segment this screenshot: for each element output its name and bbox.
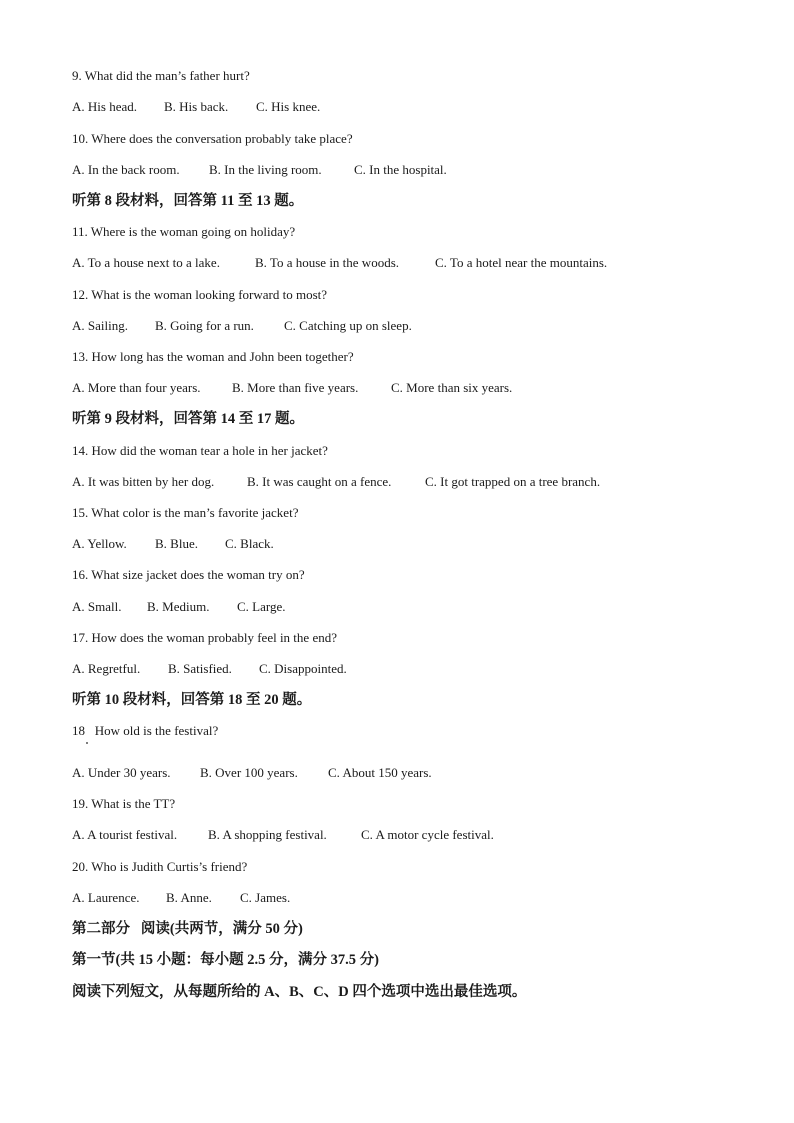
options-15 [72, 536, 274, 552]
question-17: 17. How does the woman probably feel in the end? [72, 630, 337, 645]
option-c: C. To a hotel near the mountains. [435, 255, 608, 270]
option-a: A. It was bitten by her dog. [72, 474, 215, 489]
option-c: C. A motor cycle festival. [361, 827, 494, 842]
option-c: C. More than six years. [391, 380, 513, 395]
option-a: A. A tourist festival. [72, 827, 178, 842]
option-b: B. More than five years. [232, 380, 359, 395]
options-11 [72, 255, 607, 271]
question-10: 10. Where does the conversation probably take place? [72, 131, 353, 146]
options-18 [72, 765, 432, 781]
option-a: A. Yellow. [72, 536, 127, 551]
option-a: A. In the back room. [72, 162, 180, 177]
question-9: 9. What did the man’s father hurt? [72, 68, 250, 83]
section-heading-8: 听第 8 段材料，回答第 11 至 13 题。 [72, 193, 304, 209]
option-b: B. Anne. [166, 890, 212, 905]
option-c: C. His knee. [256, 99, 321, 114]
option-b: B. Over 100 years. [200, 765, 298, 780]
option-c: C. Catching up on sleep. [284, 318, 412, 333]
options-14 [72, 474, 600, 490]
option-a: A. Sailing. [72, 318, 128, 333]
question-12: 12. What is the woman looking forward to most? [72, 287, 328, 302]
option-a: A. Under 30 years. [72, 765, 171, 780]
option-a: A. His head. [72, 99, 137, 114]
question-18: 18 How old is the festival? [72, 723, 219, 738]
question-19: 19. What is the TT? [72, 796, 176, 811]
section-heading-10: 听第 10 段材料，回答第 18 至 20 题。 [72, 692, 312, 708]
option-a: A. To a house next to a lake. [72, 255, 220, 270]
options-12 [72, 318, 412, 334]
stray-dot [86, 742, 88, 744]
option-b: B. Blue. [155, 536, 198, 551]
option-a: A. Laurence. [72, 890, 140, 905]
option-b: B. It was caught on a fence. [247, 474, 392, 489]
option-a: A. Small. [72, 599, 122, 614]
question-13: 13. How long has the woman and John been together? [72, 349, 354, 364]
option-b: B. His back. [164, 99, 229, 114]
question-16: 16. What size jacket does the woman try on? [72, 567, 305, 582]
option-a: A. More than four years. [72, 380, 201, 395]
options-13 [72, 380, 512, 396]
option-a: A. Regretful. [72, 661, 141, 676]
option-c: C. In the hospital. [354, 162, 447, 177]
option-b: B. To a house in the woods. [255, 255, 400, 270]
options-16 [72, 599, 286, 615]
option-c: C. Large. [237, 599, 286, 614]
option-b: B. Satisfied. [168, 661, 232, 676]
section-heading-9: 听第 9 段材料，回答第 14 至 17 题。 [72, 411, 304, 427]
option-b: B. Medium. [147, 599, 210, 614]
option-c: C. James. [240, 890, 291, 905]
section-1-heading: 第一节(共 15 小题：每小题 2.5 分，满分 37.5 分) [72, 952, 379, 968]
option-b: B. Going for a run. [155, 318, 254, 333]
question-20: 20. Who is Judith Curtis’s friend? [72, 859, 248, 874]
question-14: 14. How did the woman tear a hole in her jacket? [72, 443, 328, 458]
options-20 [72, 890, 290, 906]
options-10 [72, 162, 447, 178]
option-c: C. About 150 years. [328, 765, 432, 780]
option-c: C. Black. [225, 536, 274, 551]
option-c: C. Disappointed. [259, 661, 347, 676]
option-b: B. In the living room. [209, 162, 322, 177]
options-19 [72, 827, 494, 843]
question-15: 15. What color is the man’s favorite jacket? [72, 505, 299, 520]
options-9 [72, 99, 320, 115]
option-b: B. A shopping festival. [208, 827, 327, 842]
reading-instruction: 阅读下列短文，从每题所给的 A、B、C、D 四个选项中选出最佳选项。 [72, 984, 527, 1000]
options-17 [72, 661, 347, 677]
question-11: 11. Where is the woman going on holiday? [72, 224, 296, 239]
option-c: C. It got trapped on a tree branch. [425, 474, 601, 489]
part-2-heading: 第二部分 阅读(共两节，满分 50 分) [72, 921, 303, 937]
